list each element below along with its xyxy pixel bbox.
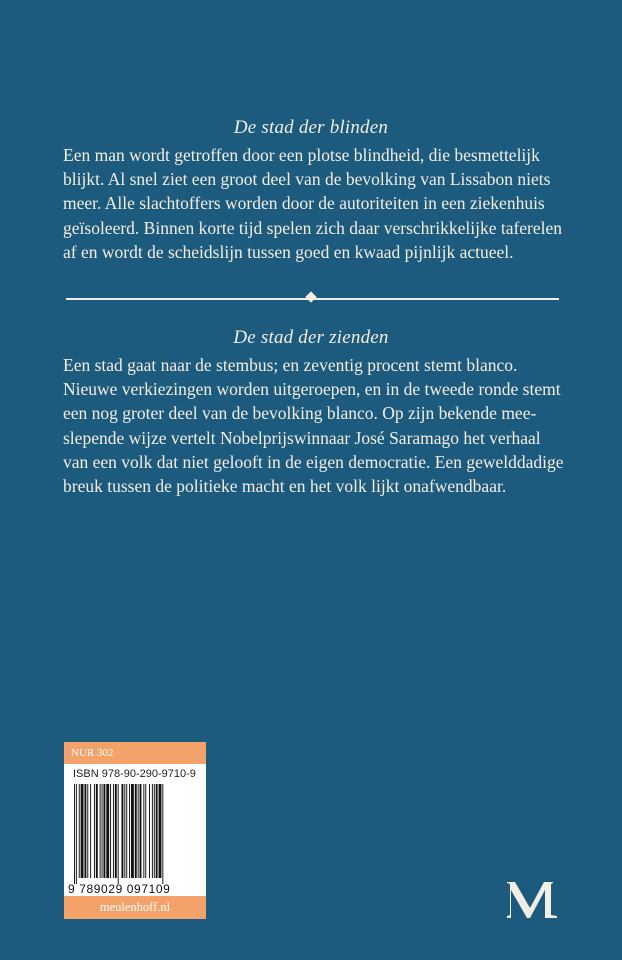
barcode-bar <box>143 784 144 878</box>
barcode-bar <box>74 784 75 884</box>
barcode-bar <box>100 784 101 878</box>
body-line: Nieuwe verkiezingen worden uitgeroepen, en in de tweede ronde stemt <box>63 379 561 400</box>
barcode-bar <box>87 784 88 878</box>
barcode-bar <box>103 784 105 878</box>
barcode-bar <box>126 784 127 878</box>
barcode-bar <box>152 784 153 878</box>
barcode-bar <box>102 784 103 878</box>
barcode-bar <box>124 784 125 878</box>
barcode-icon <box>72 784 198 884</box>
barcode-bar <box>118 784 119 884</box>
section-title-zienden: De stad der zienden <box>233 327 389 348</box>
barcode-bar <box>154 784 155 878</box>
barcode-bar <box>156 784 158 878</box>
divider-diamond-icon <box>305 291 316 302</box>
body-line: slepende wijze vertelt Nobelprijswinnaar José Saramago het verhaal <box>63 427 541 448</box>
barcode-bar <box>84 784 86 878</box>
barcode-bar <box>140 784 142 878</box>
body-line: geïsoleerd. Binnen korte tijd spelen zich daar verschrikkelijke taferelen <box>63 217 563 238</box>
barcode-bar <box>94 784 95 878</box>
barcode-bar <box>76 784 77 884</box>
body-line: blijkt. Al snel ziet een groot deel van de bevolking van Lissabon niets <box>63 169 551 190</box>
body-line: Een man wordt getroffen door een plotse blindheid, die besmettelijk <box>63 145 540 165</box>
barcode-bar <box>138 784 139 878</box>
barcode-bar <box>90 784 91 878</box>
barcode-bar <box>122 784 124 878</box>
barcode-bar <box>96 784 98 878</box>
barcode-bar <box>145 784 146 878</box>
body-line: een nog groter deel van de bevolking blanco. Op zijn bekende mee- <box>63 403 537 424</box>
barcode-bar <box>110 784 111 878</box>
section-title-blinden: De stad der blinden <box>233 117 389 138</box>
barcode-bar <box>113 784 114 878</box>
barcode-bar <box>135 784 137 878</box>
body-line: Een stad gaat naar de stembus; en zeventig procent stemt blanco. <box>63 355 518 375</box>
barcode-bar <box>115 784 117 878</box>
barcode-label <box>64 742 206 919</box>
barcode-bar <box>81 784 84 878</box>
meulenhoff-logo-icon <box>505 880 559 920</box>
body-line: breuk tussen de politieke macht en het volk lijkt onafwendbaar. <box>63 476 507 497</box>
body-line: van een volk dat niet gelooft in de eigen democratie. Een gewelddadige <box>63 451 564 472</box>
barcode-bar <box>149 784 150 878</box>
barcode-bar <box>131 784 134 878</box>
barcode-digits: 9 789029 097109 <box>68 882 171 896</box>
section-body-zienden <box>63 353 563 498</box>
body-line: meer. Alle slachtoffers worden door de autoriteiten in een ziekenhuis <box>63 193 545 214</box>
barcode-bar <box>106 784 109 878</box>
isbn-text: ISBN 978-90-290-9710-9 <box>73 768 196 780</box>
barcode-bar <box>159 784 162 878</box>
barcode-bar <box>129 784 130 878</box>
barcode-bar <box>79 784 80 878</box>
section-body-blinden <box>63 143 563 264</box>
publisher-website: meulenhoff.nl <box>64 896 206 919</box>
barcode-bar <box>162 784 163 884</box>
nur-code: NUR 302 <box>64 742 206 764</box>
body-line: af en wordt de scheidslijn tussen goed en kwaad pijnlijk actueel. <box>63 241 514 262</box>
